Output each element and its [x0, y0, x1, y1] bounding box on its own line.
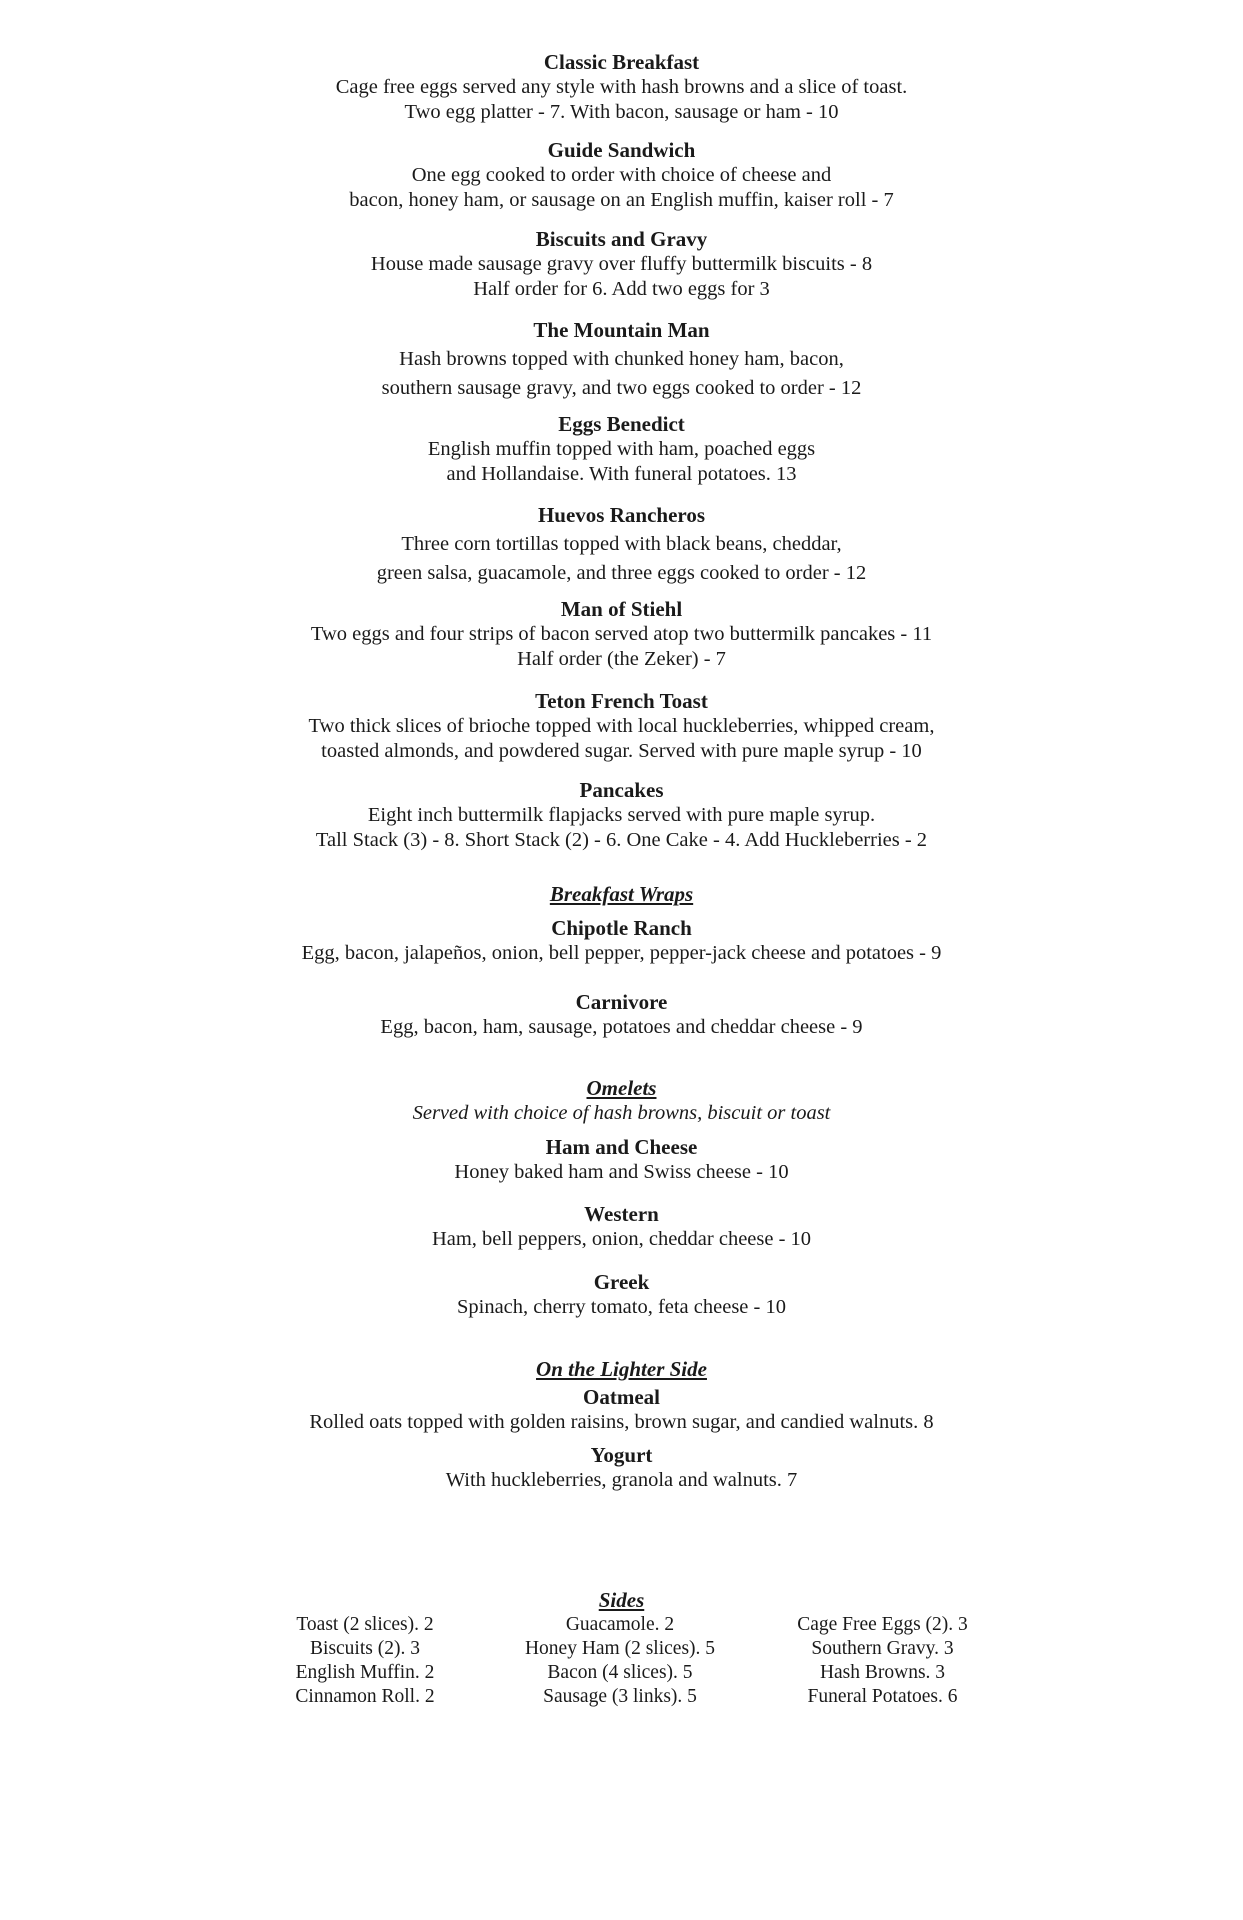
item-description: Two thick slices of brioche topped with local huckleberries, whipped cream,: [308, 715, 935, 737]
menu-item-pancakes: [0, 778, 1243, 853]
sides-column: [265, 1613, 465, 1709]
side-item: Hash Browns. 3: [819, 1662, 946, 1683]
menu-item-man-of-stiehl: [0, 597, 1243, 672]
side-item: Toast (2 slices). 2: [296, 1614, 434, 1635]
item-title: Ham and Cheese: [545, 1135, 698, 1159]
side-item: Cage Free Eggs (2). 3: [797, 1614, 968, 1635]
section-note: Served with choice of hash browns, biscuit or toast: [412, 1102, 831, 1124]
item-title: Oatmeal: [583, 1385, 660, 1409]
item-description: With huckleberries, granola and walnuts. 7: [445, 1469, 798, 1491]
menu-item-oatmeal: [0, 1385, 1243, 1435]
item-description: and Hollandaise. With funeral potatoes. 13: [446, 463, 797, 485]
item-description: Honey baked ham and Swiss cheese - 10: [454, 1161, 789, 1183]
item-description: Half order for 6. Add two eggs for 3: [473, 278, 770, 300]
item-title: Chipotle Ranch: [551, 916, 692, 940]
item-description: bacon, honey ham, or sausage on an English muffin, kaiser roll - 7: [349, 189, 894, 211]
item-title: Carnivore: [575, 990, 668, 1014]
side-item: Funeral Potatoes. 6: [807, 1686, 958, 1707]
item-title: Guide Sandwich: [547, 138, 696, 162]
side-item: Biscuits (2). 3: [310, 1638, 420, 1659]
item-description: Three corn tortillas topped with black beans, cheddar,: [401, 533, 842, 555]
item-description: Cage free eggs served any style with hash browns and a slice of toast.: [335, 76, 908, 98]
menu-item-eggs-benedict: [0, 412, 1243, 487]
sides-grid: [0, 1613, 1243, 1713]
menu-item-western: [0, 1202, 1243, 1252]
item-description: Spinach, cherry tomato, feta cheese - 10: [456, 1296, 786, 1318]
item-description: Two egg platter - 7. With bacon, sausage or ham - 10: [404, 101, 839, 123]
sides-column: [770, 1613, 995, 1709]
menu-item-ham-and-cheese: [0, 1135, 1243, 1185]
item-description: Hash browns topped with chunked honey ham, bacon,: [399, 348, 844, 370]
section-heading: Breakfast Wraps: [549, 882, 694, 906]
item-description: Egg, bacon, jalapeños, onion, bell pepper, pepper-jack cheese and potatoes - 9: [301, 942, 942, 964]
item-title: Biscuits and Gravy: [535, 227, 708, 251]
section-heading: Sides: [598, 1588, 645, 1612]
menu-item-greek: [0, 1270, 1243, 1320]
item-description: One egg cooked to order with choice of cheese and: [411, 164, 832, 186]
side-item: English Muffin. 2: [295, 1662, 435, 1683]
section-lighter-side: [0, 1357, 1243, 1493]
item-description: Tall Stack (3) - 8. Short Stack (2) - 6. One Cake - 4. Add Huckleberries - 2: [315, 829, 928, 851]
sides-column: [495, 1613, 745, 1709]
side-item: Guacamole. 2: [565, 1614, 675, 1635]
side-item: Cinnamon Roll. 2: [295, 1686, 435, 1707]
menu-item-huevos-rancheros: [0, 503, 1243, 586]
item-title: Yogurt: [590, 1443, 653, 1467]
item-title: Greek: [593, 1270, 650, 1294]
menu-item-mountain-man: [0, 318, 1243, 401]
menu-item-teton-french-toast: [0, 689, 1243, 764]
menu-item-biscuits-and-gravy: [0, 227, 1243, 302]
menu-item-chipotle-ranch: [0, 916, 1243, 966]
item-description: toasted almonds, and powdered sugar. Served with pure maple syrup - 10: [321, 740, 922, 762]
item-title: Classic Breakfast: [543, 50, 700, 74]
item-title: The Mountain Man: [533, 318, 710, 342]
item-title: Huevos Rancheros: [537, 503, 706, 527]
item-description: Egg, bacon, ham, sausage, potatoes and cheddar cheese - 9: [380, 1016, 863, 1038]
menu-content: [0, 50, 1243, 1493]
item-title: Man of Stiehl: [560, 597, 683, 621]
side-item: Honey Ham (2 slices). 5: [524, 1638, 716, 1659]
item-description: southern sausage gravy, and two eggs cooked to order - 12: [381, 377, 862, 399]
item-description: Rolled oats topped with golden raisins, brown sugar, and candied walnuts. 8: [309, 1411, 934, 1433]
item-description: Eight inch buttermilk flapjacks served with pure maple syrup.: [367, 804, 876, 826]
item-title: Teton French Toast: [535, 689, 708, 713]
section-omelets: [0, 1076, 1243, 1320]
menu-item-carnivore: [0, 990, 1243, 1040]
section-sides: [0, 1588, 1243, 1713]
item-description: Ham, bell peppers, onion, cheddar cheese - 10: [431, 1228, 812, 1250]
side-item: Sausage (3 links). 5: [543, 1686, 697, 1707]
item-description: Two eggs and four strips of bacon served atop two buttermilk pancakes - 11: [310, 623, 933, 645]
menu-item-yogurt: [0, 1443, 1243, 1493]
item-title: Western: [584, 1202, 659, 1226]
item-description: green salsa, guacamole, and three eggs cooked to order - 12: [376, 562, 867, 584]
section-breakfast-wraps: [0, 882, 1243, 1040]
side-item: Southern Gravy. 3: [811, 1638, 954, 1659]
item-description: English muffin topped with ham, poached eggs: [427, 438, 816, 460]
menu-item-guide-sandwich: [0, 138, 1243, 213]
item-description: House made sausage gravy over fluffy buttermilk biscuits - 8: [370, 253, 873, 275]
item-title: Eggs Benedict: [558, 412, 685, 436]
menu-item-classic-breakfast: [0, 50, 1243, 125]
section-heading: Omelets: [586, 1076, 657, 1100]
side-item: Bacon (4 slices). 5: [547, 1662, 693, 1683]
item-description: Half order (the Zeker) - 7: [517, 648, 726, 670]
section-heading: On the Lighter Side: [536, 1357, 707, 1381]
item-title: Pancakes: [579, 778, 664, 802]
breakfast-list: [0, 50, 1243, 853]
